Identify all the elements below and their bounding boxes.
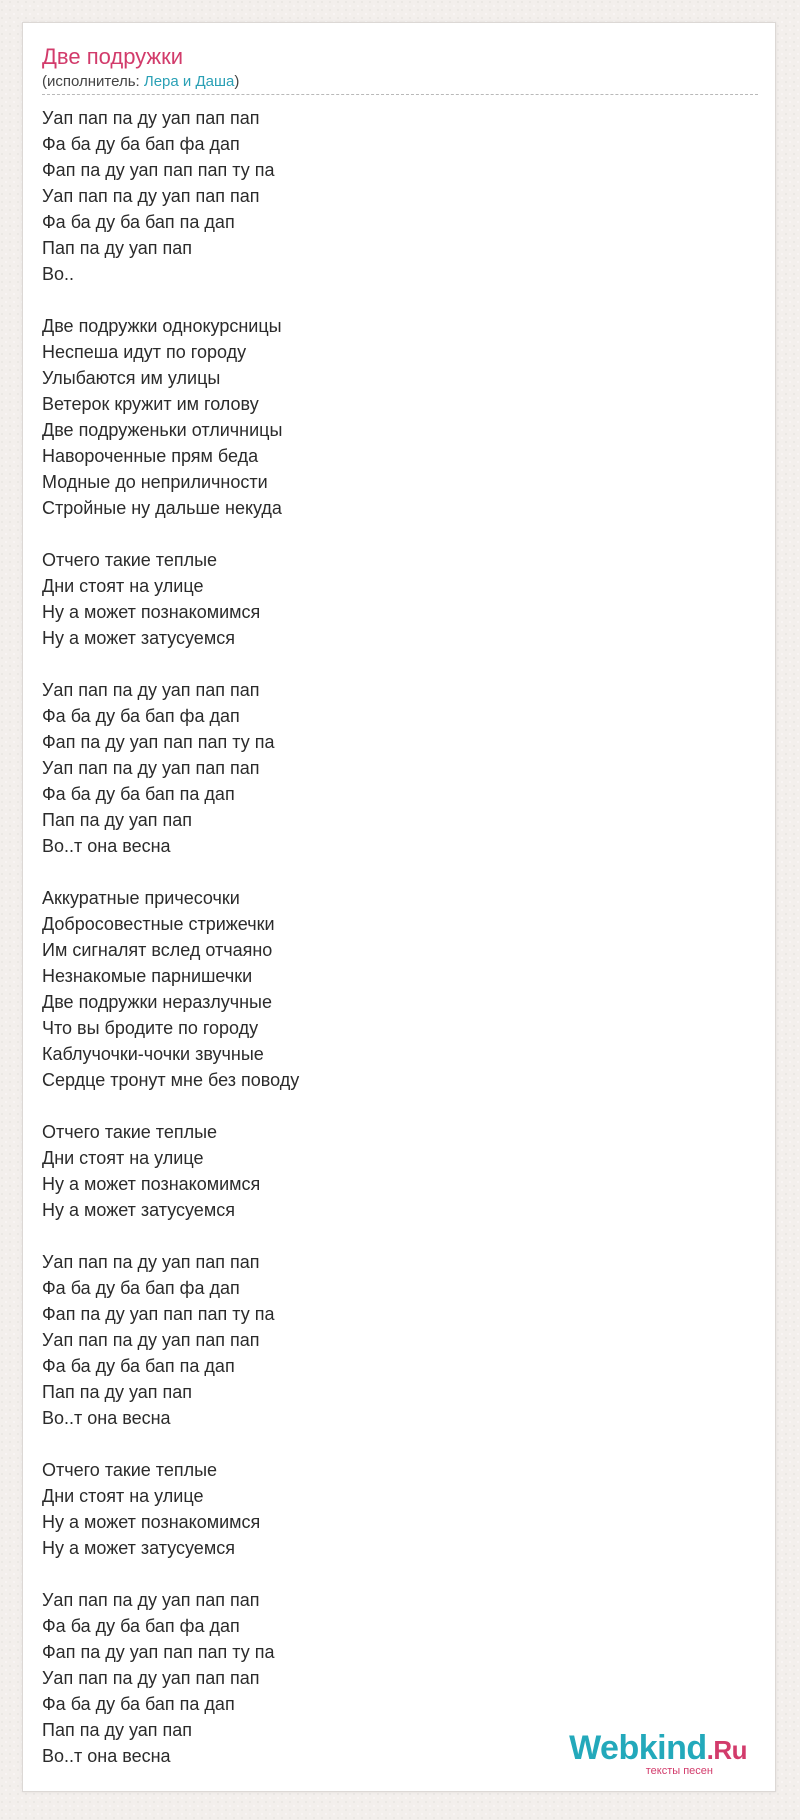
lyric-line: Ну а может затусуемся (42, 1200, 235, 1220)
lyric-line: Ну а может затусуемся (42, 628, 235, 648)
lyric-line: Улыбаются им улицы (42, 368, 221, 388)
lyric-line: Две подружки однокурсницы (42, 316, 282, 336)
lyric-line: Фа ба ду ба бап фа дап (42, 1616, 240, 1636)
lyric-line: Ну а может познакомимся (42, 602, 261, 622)
lyric-line: Пап па ду уап пап (42, 810, 193, 830)
lyric-line: Ветерок кружит им голову (42, 394, 259, 414)
lyric-line: Каблучочки-чочки звучные (42, 1044, 264, 1064)
lyric-line: Фа ба ду ба бап па дап (42, 1356, 235, 1376)
lyrics-card (22, 22, 776, 1792)
lyric-line: Уап пап па ду уап пап пап (42, 186, 260, 206)
lyrics-stanza (42, 1457, 742, 1561)
lyric-line: Фап па ду уап пап пап ту па (42, 1304, 275, 1324)
lyrics-stanza (42, 105, 742, 287)
lyric-line: Уап пап па ду уап пап пап (42, 1252, 260, 1272)
lyrics-stanza (42, 313, 742, 521)
lyric-line: Во..т она весна (42, 836, 171, 856)
lyric-line: Отчего такие теплые (42, 550, 218, 570)
lyric-line: Дни стоят на улице (42, 1148, 204, 1168)
lyric-line: Отчего такие теплые (42, 1122, 218, 1142)
lyrics-stanza (42, 885, 742, 1093)
lyrics-stanza (42, 677, 742, 859)
lyric-line: Аккуратные причесочки (42, 888, 240, 908)
lyrics-body (42, 105, 742, 1795)
song-title: Две подружки (42, 44, 184, 69)
lyric-line: Навороченные прям беда (42, 446, 259, 466)
lyric-line: Дни стоят на улице (42, 1486, 204, 1506)
lyric-line: Незнакомые парнишечки (42, 966, 253, 986)
lyric-line: Отчего такие теплые (42, 1460, 218, 1480)
lyric-line: Во..т она весна (42, 1408, 171, 1428)
lyric-line: Фа ба ду ба бап па дап (42, 1694, 235, 1714)
lyric-line: Две подруженьки отличницы (42, 420, 283, 440)
lyric-line: Что вы бродите по городу (42, 1018, 259, 1038)
lyrics-stanza (42, 1249, 742, 1431)
lyric-line: Уап пап па ду уап пап пап (42, 1668, 260, 1688)
lyric-line: Фап па ду уап пап пап ту па (42, 160, 275, 180)
lyric-line: Сердце тронут мне без поводу (42, 1070, 300, 1090)
lyric-line: Уап пап па ду уап пап пап (42, 108, 260, 128)
logo-tagline: тексты песен (645, 1765, 713, 1777)
lyric-line: Уап пап па ду уап пап пап (42, 758, 260, 778)
lyric-line: Неспеша идут по городу (42, 342, 247, 362)
lyric-line: Во..т она весна (42, 1746, 171, 1766)
lyric-line: Им сигналят вслед отчаяно (42, 940, 273, 960)
lyric-line: Пап па ду уап пап (42, 1382, 193, 1402)
lyric-line: Пап па ду уап пап (42, 1720, 193, 1740)
lyric-line: Уап пап па ду уап пап пап (42, 680, 260, 700)
lyric-line: Фа ба ду ба бап фа дап (42, 134, 240, 154)
performer-line (42, 73, 239, 91)
lyric-line: Фа ба ду ба бап па дап (42, 212, 235, 232)
logo-brand: Webkind (569, 1729, 707, 1767)
lyric-line: Пап па ду уап пап (42, 238, 193, 258)
lyric-line: Модные до неприличности (42, 472, 268, 492)
lyrics-stanza (42, 1119, 742, 1223)
title-divider (42, 94, 758, 95)
webkind-logo[interactable] (569, 1731, 747, 1777)
lyric-line: Стройные ну дальше некуда (42, 498, 282, 518)
lyric-line: Фап па ду уап пап пап ту па (42, 1642, 275, 1662)
lyric-line: Фа ба ду ба бап па дап (42, 784, 235, 804)
lyric-line: Фап па ду уап пап пап ту па (42, 732, 275, 752)
lyric-line: Ну а может познакомимся (42, 1174, 261, 1194)
performer-close: ) (234, 73, 240, 90)
logo-tld: .Ru (706, 1735, 747, 1765)
lyric-line: Во.. (42, 264, 75, 284)
lyric-line: Дни стоят на улице (42, 576, 204, 596)
lyric-line: Ну а может затусуемся (42, 1538, 235, 1558)
performer-label: (исполнитель: (42, 73, 144, 90)
lyric-line: Ну а может познакомимся (42, 1512, 261, 1532)
lyric-line: Уап пап па ду уап пап пап (42, 1330, 260, 1350)
lyrics-stanza (42, 547, 742, 651)
lyric-line: Фа ба ду ба бап фа дап (42, 706, 240, 726)
lyric-line: Фа ба ду ба бап фа дап (42, 1278, 240, 1298)
lyric-line: Две подружки неразлучные (42, 992, 273, 1012)
lyric-line: Уап пап па ду уап пап пап (42, 1590, 260, 1610)
artist-link[interactable]: Лера и Даша (143, 73, 235, 90)
lyric-line: Добросовестные стрижечки (42, 914, 275, 934)
